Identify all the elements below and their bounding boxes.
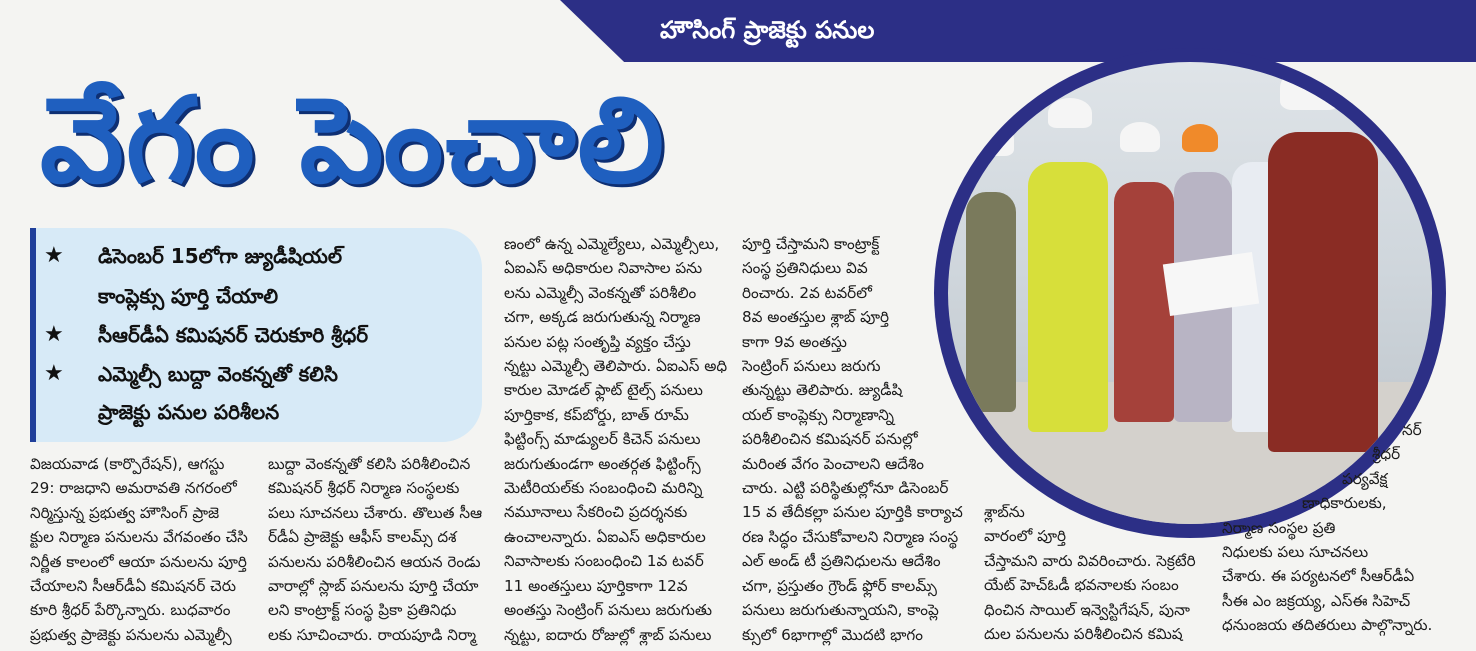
article-line: పనులు జరుగుతున్నాయని, కాంప్లె — [742, 601, 939, 620]
highlight-1-line-1: డిసెంబర్ 15లోగా జ్యుడీషియల్ — [98, 244, 343, 268]
person-figure — [1028, 162, 1108, 432]
article-line: 11 అంతస్తులు పూర్తికాగా 12వ — [504, 576, 688, 595]
kicker-text: హౌసింగ్ ప్రాజెక్టు పనుల — [660, 16, 875, 44]
article-line: రించారు. 2వ టవర్‌లో — [742, 283, 872, 302]
article-line: నిర్మిస్తున్న ప్రభుత్వ హౌసింగ్ ప్రాజె — [30, 503, 220, 522]
article-line: కారుల మోడల్ ఫ్లాట్ టైల్స్ పనులు — [504, 381, 703, 400]
article-line: నిర్ణీత కాలంలో ఆయా పనులను పూర్తి — [30, 552, 247, 571]
article-line: న్నట్టు ఎమ్మెల్సీ తెలిపారు. ఏఐఎస్ అధి — [504, 357, 728, 376]
highlight-3-line-1: ఎమ్మెల్సీ బుద్దా వెంకన్నతో కలిసి — [98, 362, 338, 386]
article-line: ణంలో ఉన్న ఎమ్మెల్యేలు, ఎమ్మెల్సీలు, — [504, 235, 720, 253]
article-line: విజయవాడ (కార్పొరేషన్), ఆగస్టు — [30, 455, 225, 473]
article-line: లని కాంట్రాక్ట్ సంస్థ ప్రికా ప్రతినిధు — [268, 601, 457, 620]
article-line: నివాసాలకు సంబంధించి 1వ టవర్ — [504, 552, 704, 571]
headline: వేగం పెంచాలి — [40, 71, 666, 209]
highlight-3-line-2: ప్రాజెక్టు పనుల పరిశీలన — [98, 400, 280, 424]
person-figure — [1268, 132, 1378, 452]
article-line: కాగా 9వ అంతస్తు — [742, 332, 847, 351]
article-column-6 — [1222, 418, 1454, 650]
highlights-accent-bar — [30, 228, 36, 442]
article-line: జరుగుతుండగా అంతర్గత ఫిట్టింగ్స్ — [504, 454, 701, 473]
article-line: బుద్దా వెంకన్నతో కలిసి పరిశీలించిన — [268, 455, 471, 473]
article-line: పలు సూచనలు చేశారు. తొలుత సీఆ — [268, 503, 483, 522]
star-icon: ★ — [44, 243, 64, 268]
article-line: లకు సూచించారు. రాయపూడి నిర్మా — [268, 625, 477, 644]
article-line: కూరి శ్రీధర్ పేర్కొన్నారు. బుధవారం — [30, 601, 231, 620]
article-column-5 — [984, 500, 1212, 650]
article-line: 15 వ తేదీకల్లా పనుల పూర్తికి కార్యాచ — [742, 503, 963, 522]
article-line: ధనుంజయ తదితరులు పాల్గొన్నారు. — [1222, 616, 1433, 635]
article-line: పూర్తి చేస్తామని కాంట్రాక్ట్ — [742, 235, 880, 253]
helmet-icon — [1048, 98, 1092, 128]
article-line: క్సులో 6భాగాల్లో మొదటి భాగం — [742, 625, 923, 644]
person-figure — [1114, 182, 1174, 422]
article-line: నమూనాలు సేకరించి ప్రదర్శనకు — [504, 503, 688, 522]
article-line: చేశారు. ఈ పర్యటనలో సీఆర్‌డీఏ — [1222, 567, 1415, 586]
article-line: వారాల్లో స్లాబ్ పనులను పూర్తి చేయా — [268, 577, 479, 596]
article-line: చేయాలని సీఆర్‌డీఏ కమిషనర్ చెరు — [30, 577, 236, 596]
article-line: యేట్ హెచ్ఓడీ భవనాలకు సంబం — [984, 576, 1179, 595]
article-line: ణాధికారులకు, — [1302, 494, 1387, 513]
article-line: ఎల్ అండ్ టీ ప్రతినిధులను ఆదేశిం — [742, 552, 941, 571]
article-line: ర్‌డీఏ ప్రాజెక్టు ఆఫీస్ కాలమ్స్ దశ — [268, 528, 457, 547]
highlight-2-line-1: సీఆర్‌డీఏ కమిషనర్ చెరుకూరి శ్రీధర్ — [98, 323, 369, 347]
article-column-4 — [742, 232, 968, 648]
article-column-1 — [30, 452, 258, 648]
article-line: క్టుల నిర్మాణ పనులను వేగవంతం చేసి — [30, 528, 248, 547]
article-line: నిధులకు పలు సూచనలు — [1222, 543, 1369, 562]
article-line: యల్ కాంప్లెక్సు నిర్మాణాన్ని — [742, 405, 894, 424]
article-line: శ్లాబ్‌ను — [984, 503, 1025, 521]
article-line: మెటీరియల్‌కు సంబంధించి మరిన్ని — [504, 479, 703, 498]
article-line: నిర్మాణ సంస్థల ప్రతి — [1222, 518, 1336, 537]
article-line: సీఈ ఎం జక్రయ్య, ఎస్ఈ సిహెచ్ — [1222, 591, 1411, 610]
article-line: పూర్తికాక, కప్‌బోర్డు, బాత్ రూమ్ — [504, 405, 689, 424]
article-line: 8వ అంతస్తుల శ్లాబ్ పూర్తి — [742, 308, 889, 327]
article-line: న్నట్టు, ఐదారు రోజుల్లో శ్లాబ్ పనులు — [504, 625, 712, 644]
article-column-2 — [268, 452, 496, 648]
article-line: చేస్తామని వారు వివరించారు. సెక్రటేరి — [984, 551, 1196, 570]
article-line: కమిషనర్ శ్రీధర్ నిర్మాణ సంస్థలకు — [268, 479, 460, 498]
article-line: పర్యవేక్ష — [1342, 469, 1388, 488]
article-line: చగా, ప్రస్తుతం గ్రౌండ్ ఫ్లోర్ కాలమ్స్ — [742, 576, 937, 595]
article-line: ఫిట్టింగ్స్ మాడ్యులర్ కిచెన్ పనులు — [504, 430, 701, 449]
article-line: ఉంచాలన్నారు. ఏఐఎస్ అధికారుల — [504, 527, 706, 546]
helmet-icon — [1120, 122, 1160, 152]
helmet-icon — [970, 122, 1014, 156]
article-line: శ్రీధర్ — [1372, 445, 1401, 464]
helmet-icon — [1280, 66, 1340, 110]
article-line: రణ సిద్ధం చేసుకోవాలని నిర్మాణ సంస్థ — [742, 527, 959, 546]
article-line: మరింత వేగం పెంచాలని ఆదేశిం — [742, 454, 925, 473]
article-line: ధించిన సాయిల్ ఇన్వెస్టిగేషన్, పునా — [984, 600, 1190, 619]
article-line: చారు. ఎట్టి పరిస్థితుల్లోనూ డిసెంబర్ — [742, 479, 949, 498]
article-line: లను ఎమ్మెల్సీ వెంకన్నతో పరిశీలిం — [504, 283, 697, 302]
article-line: వారంలో పూర్తి — [984, 527, 1066, 546]
person-figure — [966, 192, 1016, 412]
article-line: పరిశీలించిన కమిషనర్ పనుల్లో — [742, 430, 918, 449]
article-line: తున్నట్టు తెలిపారు. జ్యుడీషి — [742, 381, 903, 400]
article-line: పనులను పరిశీలించిన ఆయన రెండు — [268, 552, 481, 571]
helmet-icon — [1182, 124, 1218, 152]
star-icon: ★ — [44, 322, 64, 347]
article-line: సెంట్రింగ్ పనులు జరుగు — [742, 357, 881, 376]
article-line: అంతస్తు సెంట్రింగ్ పనులు జరుగుతు — [504, 601, 712, 620]
article-line: పనుల పట్ల సంతృప్తి వ్యక్తం చేస్తు — [504, 332, 691, 351]
article-line: ప్రభుత్వ ప్రాజెక్టు పనులను ఎమ్మెల్సీ — [30, 625, 232, 644]
article-line: చగా, అక్కడ జరుగుతున్న నిర్మాణ — [504, 308, 701, 327]
article-line: ఏఐఎస్ అధికారుల నివాసాల పను — [504, 259, 703, 278]
article-line: దుల పనులను పరిశీలించిన కమిష — [984, 625, 1183, 644]
article-line: సంస్థ ప్రతినిధులు వివ — [742, 259, 868, 278]
highlight-1-line-2: కాంప్లెక్సు పూర్తి చేయాలి — [98, 284, 279, 308]
article-line: 29: రాజధాని అమరావతి నగరంలో — [30, 479, 237, 498]
article-line: నర్ — [1402, 421, 1422, 439]
star-icon: ★ — [44, 361, 64, 386]
article-column-3 — [504, 232, 730, 648]
